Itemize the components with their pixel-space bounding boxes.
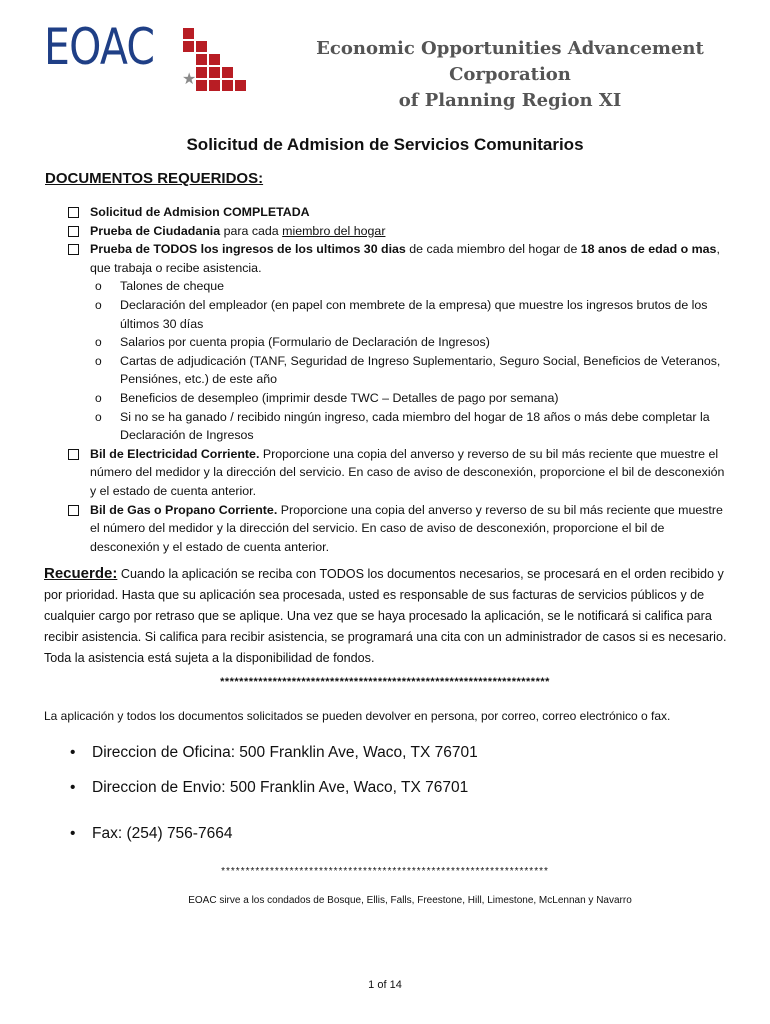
counties-served: EOAC sirve a los condados de Bosque, Ellis, Falls, Freestone, Hill, Limestone, McLennan y Navarro xyxy=(188,895,632,906)
list-item-text: Si no se ha ganado / recibido ningún ingreso, cada miembro del hogar de 18 años o más debe completar la Declaración de Ingresos xyxy=(120,409,710,443)
checklist-item xyxy=(68,445,728,501)
checkbox-icon xyxy=(68,505,79,516)
item-text: de cada miembro del hogar de xyxy=(405,242,581,257)
reminder-text: Cuando la aplicación se reciba con TODOS los documentos necesarios, se procesará en el orden recibido y por prioridad. Hasta que su aplicación sea procesada, usted es responsable de sus facturas de servicios públicos y de cualquier cargo por retraso que se aplique. Una vez que se haya procesado la aplicación, se le notificará si califica para recibir asistencia. Si califica para recibir asistencia, se programará una cita con un administrador de casos si es necesario. Toda la asistencia está sujeta a la disponibilidad de fondos. xyxy=(44,567,727,665)
checkbox-icon xyxy=(68,207,79,218)
item-bold-text: 18 anos de edad o mas xyxy=(580,242,717,257)
item-bold-text: Solicitud de Admision COMPLETADA xyxy=(90,205,310,219)
list-item xyxy=(68,352,728,389)
bullet-icon: • xyxy=(70,825,76,842)
circle-bullet-icon: o xyxy=(95,390,102,405)
list-item xyxy=(68,389,728,408)
mailing-address xyxy=(70,779,468,797)
circle-bullet-icon: o xyxy=(95,409,102,424)
page-number: 1 of 14 xyxy=(368,979,402,991)
office-address-text: Direccion de Oficina: 500 Franklin Ave, Waco, TX 76701 xyxy=(92,744,478,761)
return-note: La aplicación y todos los documentos solicitados se pueden devolver en persona, por correo, correo electrónico o fax. xyxy=(44,709,671,723)
item-text: Proporcione una copia del anverso y reverso de su bil más reciente que muestre el número del medidor y la dirección del servicio. En caso de aviso de desconexión, proporcione el bil de desconexión y el estado de cuenta anterior. xyxy=(90,502,723,554)
page-title: Solicitud de Admision de Servicios Comunitarios xyxy=(186,135,584,154)
list-item-text: Cartas de adjudicación (TANF, Seguridad de Ingreso Suplementario, Seguro Social, Beneficios de Veteranos, Pensiónes, etc.) de este año xyxy=(120,353,721,387)
item-text: para cada xyxy=(220,223,283,238)
separator: ******************************************************************* xyxy=(221,866,549,877)
office-address xyxy=(70,744,478,762)
item-bold-text: Prueba de TODOS los ingresos de los ultimos 30 dias xyxy=(90,242,406,257)
section-heading: DOCUMENTOS REQUERIDOS: xyxy=(45,170,264,187)
reminder-label: Recuerde: xyxy=(44,565,118,582)
list-item xyxy=(68,408,728,445)
mailing-address-text: Direccion de Envio: 500 Franklin Ave, Waco, TX 76701 xyxy=(92,779,469,796)
item-bold-text: Prueba de Ciudadania xyxy=(90,223,221,238)
bullet-icon: • xyxy=(70,744,76,761)
fax-number-text: Fax: (254) 756-7664 xyxy=(92,825,233,842)
org-title-line2: of Planning Region XI xyxy=(398,90,622,112)
required-documents-list xyxy=(68,203,728,556)
eoac-logo-text: EOAC xyxy=(44,18,155,76)
bullet-icon: • xyxy=(70,779,76,796)
checkbox-icon xyxy=(68,244,79,255)
circle-bullet-icon: o xyxy=(95,353,102,368)
circle-bullet-icon: o xyxy=(95,279,102,294)
item-underlined-text: miembro del hogar xyxy=(282,223,386,238)
checklist-item xyxy=(68,203,728,222)
fax-number xyxy=(70,825,232,843)
item-text: , que trabaja o recibe asistencia. xyxy=(90,242,720,275)
circle-bullet-icon: o xyxy=(95,297,102,312)
reminder-paragraph xyxy=(44,563,729,669)
separator: ********************************************************************* xyxy=(220,676,550,688)
organization-title xyxy=(290,36,730,114)
circle-bullet-icon: o xyxy=(95,335,102,350)
income-proof-sublist xyxy=(68,277,728,444)
star-icon: ★ xyxy=(182,71,197,88)
list-item-text: Salarios por cuenta propia (Formulario de Declaración de Ingresos) xyxy=(120,335,490,350)
checklist-item xyxy=(68,501,728,557)
item-bold-text: Bil de Electricidad Corriente. xyxy=(90,446,260,461)
item-text: Proporcione una copia del anverso y reverso de su bil más reciente que muestre el número del medidor y la dirección del servicio. En caso de aviso de desconexión, proporcione el bil de desconexión y el estado de cuenta anterior. xyxy=(90,446,725,498)
checklist-item xyxy=(68,240,728,277)
item-bold-text: Bil de Gas o Propano Corriente. xyxy=(90,502,278,517)
checkbox-icon xyxy=(68,449,79,460)
list-item xyxy=(68,296,728,333)
list-item-text: Talones de cheque xyxy=(120,279,225,294)
list-item-text: Declaración del empleador (en papel con membrete de la empresa) que muestre los ingresos brutos de los últimos 30 días xyxy=(120,297,708,331)
checkbox-icon xyxy=(68,226,79,237)
list-item-text: Beneficios de desempleo (imprimir desde TWC – Detalles de pago por semana) xyxy=(120,390,559,405)
org-title-line1: Economic Opportunities Advancement Corporation xyxy=(316,38,704,86)
list-item xyxy=(68,333,728,352)
list-item xyxy=(68,277,728,296)
checklist-item xyxy=(68,222,728,241)
